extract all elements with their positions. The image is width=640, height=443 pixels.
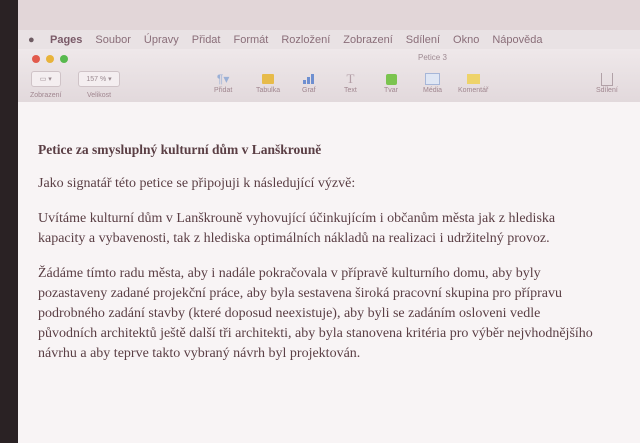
share-label: Sdílení — [596, 87, 618, 94]
menu-pridat[interactable]: Přidat — [191, 33, 221, 46]
menu-napoveda[interactable]: Nápověda — [492, 33, 543, 46]
document-paragraph: Uvítáme kulturní dům v Lanškrouně vyhovující účinkujícím i občanům města jak z hlediska kapacity a vybavenosti, tak z hlediska optimálních nákladů na realizaci i udržitelný provoz. — [38, 211, 556, 246]
pages-window — [18, 30, 640, 443]
apple-icon[interactable]: ● — [28, 33, 35, 46]
table-icon — [262, 74, 274, 84]
window-controls — [32, 55, 68, 63]
chart-button[interactable] — [302, 71, 316, 94]
toolbar — [18, 49, 640, 103]
zoom-value: 157 % — [86, 75, 107, 83]
media-label: Média — [423, 87, 443, 94]
menu-app-name[interactable]: Pages — [50, 33, 83, 46]
window-title: Petice 3 — [418, 53, 447, 62]
menu-sdileni[interactable]: Sdílení — [405, 33, 441, 46]
zoom-select[interactable]: 157 % ▾ — [78, 71, 120, 87]
shape-label: Tvar — [384, 87, 398, 94]
chart-label: Graf — [302, 87, 316, 94]
document-title: Petice za smysluplný kulturní dům v Lanškrouně — [38, 142, 322, 157]
document-page[interactable] — [18, 102, 640, 443]
shape-button[interactable] — [384, 71, 398, 94]
table-label: Tabulka — [256, 87, 281, 94]
document-paragraph: Žádáme tímto radu města, aby i nadále pokračovala v přípravě kulturního domu, aby byly pozastaveny zadané projekční práce, aby byla sestavena široká pracovní skupina pro přípravu podrobného zadání stavby (které doposud neexistuje), aby byli se zadáním osloveni vedle původních architektů ještě další tři architekti, aby byla stanovena kritéria pro výběr nejvhodnějšího návrhu a aby teprve takto vybraný návrh byl projektován. — [38, 266, 593, 361]
menu-format[interactable]: Formát — [233, 33, 269, 46]
menu-rozlozeni[interactable]: Rozložení — [281, 33, 331, 46]
view-button[interactable] — [30, 71, 62, 99]
paragraph-icon: ¶▾ — [216, 72, 230, 86]
media-icon — [425, 73, 440, 85]
menu-bar — [18, 30, 640, 49]
table-button[interactable] — [256, 71, 280, 94]
zoom-window-button[interactable] — [60, 55, 68, 63]
share-button[interactable] — [596, 71, 618, 94]
sidebar-icon: ▭ ▾ — [31, 71, 61, 87]
menu-soubor[interactable]: Soubor — [95, 33, 131, 46]
menu-okno[interactable]: Okno — [453, 33, 480, 46]
close-window-button[interactable] — [32, 55, 40, 63]
comment-icon — [467, 74, 480, 84]
comment-label: Komentář — [458, 87, 489, 94]
projection-frame-left — [0, 0, 18, 443]
share-icon — [601, 73, 613, 86]
insert-button[interactable] — [214, 71, 232, 94]
text-icon: T — [346, 71, 355, 86]
insert-label: Přidat — [214, 87, 233, 94]
view-label: Zobrazení — [30, 92, 62, 99]
minimize-window-button[interactable] — [46, 55, 54, 63]
text-button[interactable] — [344, 71, 357, 94]
document-paragraph: Jako signatář této petice se připojuji k následující výzvě: — [38, 176, 356, 191]
media-button[interactable] — [423, 71, 442, 94]
comment-button[interactable] — [458, 71, 488, 94]
zoom-label: Velikost — [86, 92, 112, 99]
menu-upravy[interactable]: Úpravy — [143, 33, 179, 46]
menu-zobrazeni[interactable]: Zobrazení — [343, 33, 393, 46]
chart-icon — [303, 74, 314, 84]
zoom-control[interactable] — [78, 71, 120, 99]
projection-frame-top — [0, 0, 640, 30]
shape-icon — [386, 74, 397, 85]
text-label: Text — [344, 87, 357, 94]
